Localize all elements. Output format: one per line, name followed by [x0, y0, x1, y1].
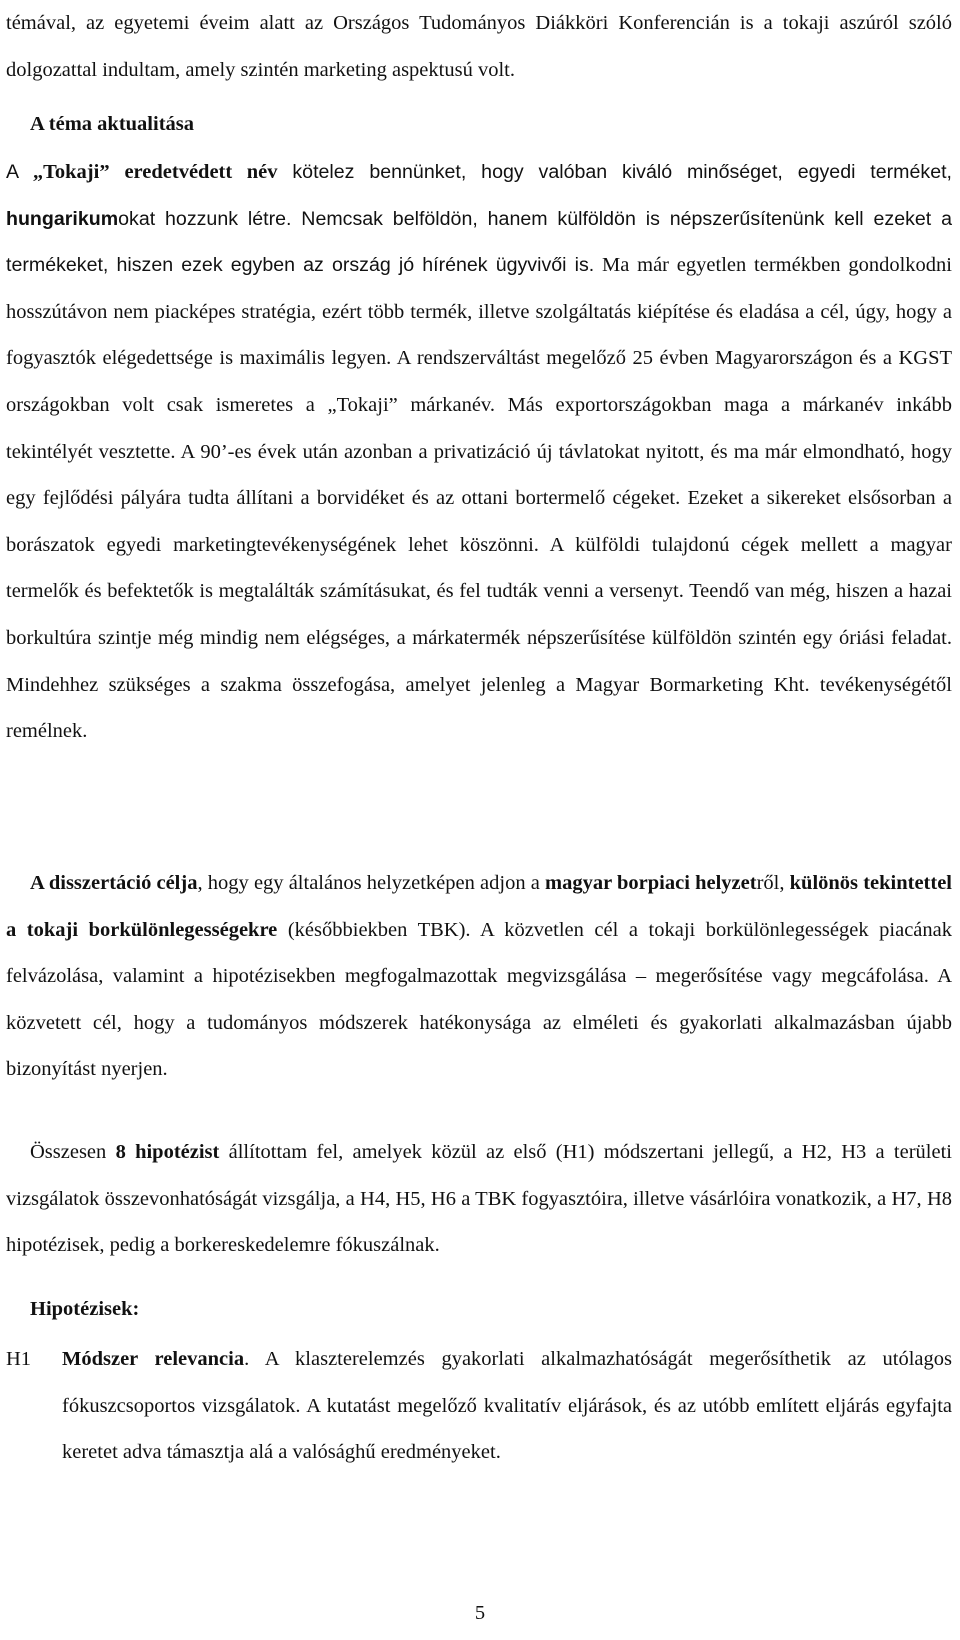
- text-run: okat hozzunk létre. Nemcsak belföldön, hanem külföldön is népszerűsítenünk kell ezeket a termékeket, hiszen ezek egyben az ország jó hírének ügyvivői is.: [6, 207, 952, 277]
- text-run: (későbbiekben TBK). A közvetlen cél a tokaji borkülönlegességek piacának felvázolása, valamint a hipotézisekben megfogalmazottak megvizsgálása – megerősítése vagy megcáfolása. A közvetett cél, hogy a tudományos módszerek hatékonysága az elméleti és gyakorlati alkalmazásban újabb bizonyítást nyerjen.: [6, 918, 952, 1081]
- hypotheses-heading: Hipotézisek:: [30, 1298, 140, 1320]
- intro-paragraph: témával, az egyetemi éveim alatt az Országos Tudományos Diákköri Konferencián is a tokaji aszúról szóló dolgozattal indultam, amely szintén marketing aspektusú volt.: [6, 12, 952, 81]
- hypothesis-text: [62, 1336, 952, 1476]
- text-run: állítottam fel, amelyek közül az első (H1) módszertani jellegű, a H2, H3 a területi vizsgálatok összevonhatóságát vizsgálja, a H4, H5, H6 a TBK fogyasztóira, illetve vásárlóira vonatkozik, a H7, H8 hipotézisek, pedig a borkereskedelemre fókuszálnak.: [6, 1141, 952, 1257]
- bold-text-run: különös tekintettel a tokaji borkülönlegességekre: [6, 872, 952, 941]
- hypothesis-title: Módszer relevancia: [62, 1348, 245, 1370]
- aim-paragraph: [6, 860, 952, 1093]
- text-run: ről,: [756, 872, 790, 894]
- hypothesis-label: H1: [6, 1348, 32, 1370]
- bold-text-run: A disszertáció célja: [30, 872, 198, 894]
- topicality-paragraph: [6, 149, 952, 755]
- text-run: [110, 161, 125, 183]
- text-run: Ma már egyetlen termékben gondolkodni hosszútávon nem piacképes stratégia, ezért több termék, illetve szolgáltatás kiépítése és eladása a cél, úgy, hogy a fogyasztók elégedettsége is maximális legyen. A rendszerváltást megelőző 25 évben Magyarországon és a KGST országokban volt csak ismeretes a „Tokaji” márkanév. Más exportországokban maga a márkanév inkább tekintélyét vesztette. A 90’-es évek után azonban a privatizáció új távlatokat nyitott, és ma már elmondható, hogy egy fejlődési pályára tudta állítani a borvidéket és az ottani bortermelő cégeket. Ezeket a sikereket elsősorban a borászatok egyedi marketingtevékenységének lehet köszönni. A külföldi tulajdonú cégek mellett a magyar termelők és befektetők is megtalálták számításukat, és fel tudták venni a versenyt. Teendő van még, hiszen a hazai borkultúra szintje még mindig nem elégséges, a márkatermék népszerűsítése külföldön szintén egy óriási feladat. Mindehhez szükséges a szakma összefogása, amelyet jelenleg a Magyar Bormarketing Kht. tevékenységétől remélnek.: [6, 254, 952, 743]
- text-run: , hogy egy általános helyzetképen adjon a: [197, 872, 546, 894]
- text-run: Összesen: [30, 1141, 116, 1163]
- section-heading-topicality: A téma aktualitása: [30, 113, 194, 135]
- bold-text-run: „Tokaji”: [32, 161, 110, 183]
- bold-text-run: 8 hipotézist: [115, 1141, 220, 1163]
- page-number: 5: [474, 1602, 486, 1624]
- hypotheses-summary-paragraph: [6, 1129, 952, 1269]
- bold-text-run: hungarikum: [6, 207, 119, 230]
- text-run: A: [6, 161, 33, 183]
- text-run: kötelez bennünket, hogy valóban kiváló minőséget, egyedi terméket,: [277, 161, 952, 183]
- bold-text-run: magyar borpiaci helyzet: [545, 872, 757, 894]
- text-run: . A klaszterelemzés gyakorlati alkalmazhatóságát megerősíthetik az utólagos fókuszcsoportos vizsgálatok. A kutatást megelőző kvalitatív eljárások, és az utóbb említett eljárás egyfajta keretet adva támasztja alá a valósághű eredményeket.: [62, 1348, 952, 1464]
- bold-text-run: eredetvédett név: [124, 161, 278, 183]
